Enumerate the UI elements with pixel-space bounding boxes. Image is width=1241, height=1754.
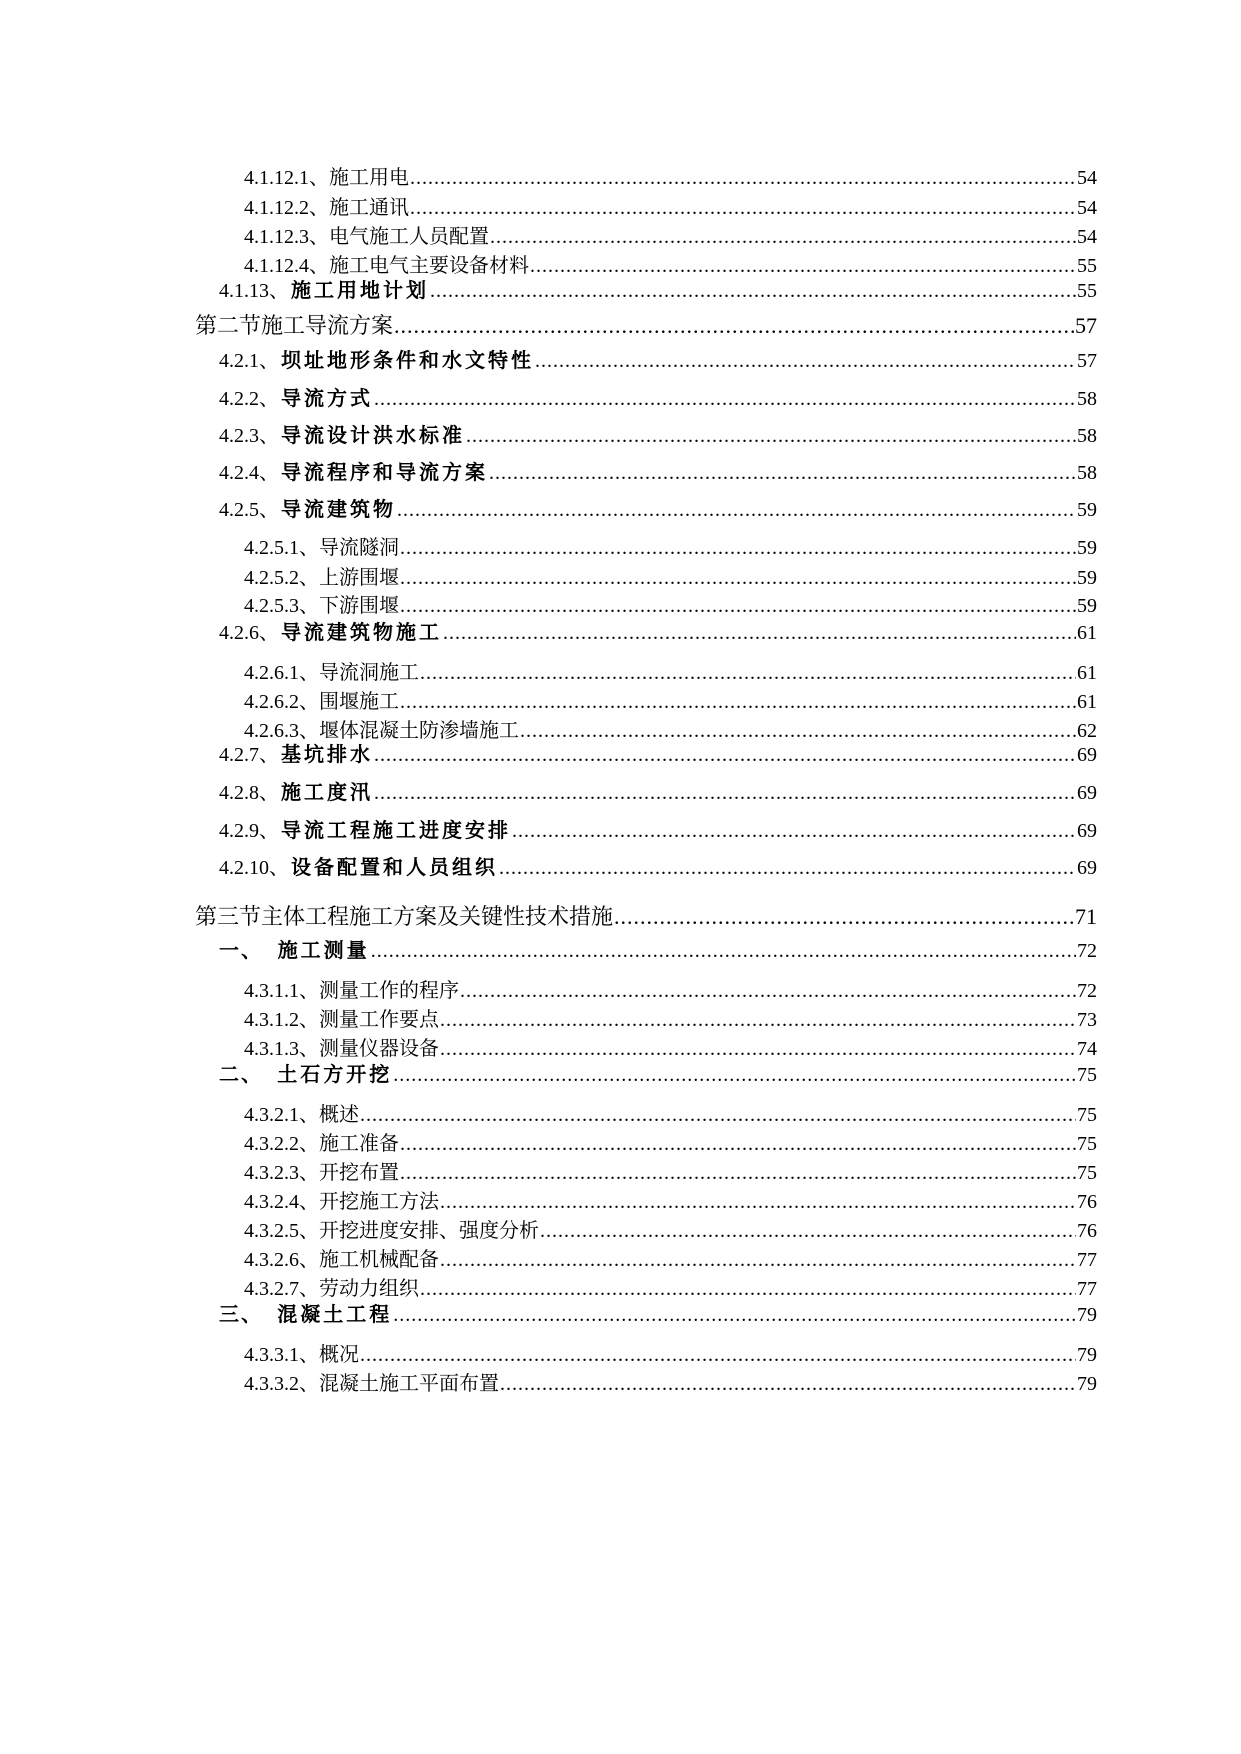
toc-entry-title: 开挖布置 — [319, 1160, 399, 1184]
toc-entry-title: 导流工程施工进度安排 — [281, 818, 511, 842]
toc-entry-number: 4.3.2.3 — [244, 1162, 299, 1184]
toc-entry — [0, 456, 1241, 485]
toc-entry-title: 导流建筑物施工 — [281, 620, 442, 644]
toc-entry-title: 设备配置和人员组织 — [291, 855, 498, 879]
toc-entry-number: 4.3.2.6 — [244, 1249, 299, 1271]
toc-entry — [0, 344, 1241, 373]
toc-entry-page-number: 58 — [1077, 388, 1097, 410]
toc-entry-title: 测量工作的程序 — [319, 978, 459, 1002]
toc-entry-title: 概况 — [319, 1342, 359, 1366]
toc-entry-separator: 、 — [259, 460, 281, 484]
toc-entry-page-number: 69 — [1077, 744, 1097, 766]
toc-entry-number: 二、 — [219, 1062, 263, 1086]
toc-entry-title: 开挖施工方法 — [319, 1189, 439, 1213]
toc-entry-page-number: 74 — [1077, 1038, 1097, 1060]
toc-entry-separator: 、 — [259, 497, 281, 521]
toc-entry-title: 导流设计洪水标准 — [281, 423, 465, 447]
toc-dot-leader — [394, 313, 1074, 339]
toc-entry-separator: 、 — [309, 253, 329, 277]
toc-entry — [0, 974, 1241, 1003]
toc-entry-page-number: 75 — [1077, 1162, 1097, 1184]
toc-entry-separator: 、 — [299, 1131, 319, 1155]
toc-entry-page-number: 54 — [1077, 226, 1097, 248]
toc-dot-leader — [460, 980, 1076, 1003]
toc-entry-page-number: 59 — [1077, 499, 1097, 521]
toc-entry-separator: 、 — [309, 165, 329, 189]
toc-entry-separator: 、 — [299, 1160, 319, 1184]
toc-entry-title: 土石方开挖 — [277, 1062, 393, 1086]
toc-entry-title: 测量仪器设备 — [319, 1036, 439, 1060]
toc-entry-separator: 、 — [259, 620, 281, 644]
toc-entry-number: 4.2.5.3 — [244, 595, 299, 617]
toc-entry — [0, 191, 1241, 220]
toc-dot-leader — [430, 280, 1076, 303]
toc-entry — [0, 1098, 1241, 1127]
toc-entry-title: 导流方式 — [281, 386, 373, 410]
toc-entry-separator: 、 — [299, 1102, 319, 1126]
toc-entry-number: 4.1.12.2 — [244, 197, 309, 219]
toc-entry-page-number: 77 — [1077, 1249, 1097, 1271]
toc-entry-page-number: 59 — [1077, 595, 1097, 617]
toc-entry-title: 混凝土工程 — [277, 1302, 393, 1326]
toc-entry-separator: 、 — [299, 1247, 319, 1271]
toc-entry-title: 施工通讯 — [329, 195, 409, 219]
toc-entry-number: 三、 — [219, 1302, 263, 1326]
toc-entry-title: 堰体混凝土防渗墙施工 — [319, 718, 519, 742]
toc-entry-number: 4.3.1.1 — [244, 980, 299, 1002]
toc-entry-page-number: 58 — [1077, 462, 1097, 484]
toc-entry-separator: 、 — [299, 978, 319, 1002]
toc-entry-page-number: 76 — [1077, 1191, 1097, 1213]
toc-entry-title: 开挖进度安排、强度分析 — [319, 1218, 539, 1242]
toc-entry-title: 施工度汛 — [281, 780, 373, 804]
toc-dot-leader — [500, 1373, 1076, 1396]
toc-dot-leader — [393, 1064, 1076, 1087]
toc-entry-page-number: 69 — [1077, 857, 1097, 879]
toc-entry-page-number: 57 — [1077, 350, 1097, 372]
toc-entry-separator: 、 — [299, 1036, 319, 1060]
toc-entry-page-number: 79 — [1077, 1304, 1097, 1326]
toc-entry — [0, 382, 1241, 411]
toc-entry-separator: 、 — [259, 780, 281, 804]
toc-entry-separator: 、 — [259, 423, 281, 447]
toc-entry — [0, 814, 1241, 843]
toc-entry-separator: 、 — [299, 660, 319, 684]
toc-entry — [0, 1127, 1241, 1156]
toc-entry-number: 4.2.6 — [219, 622, 259, 644]
toc-entry-number: 4.1.12.3 — [244, 226, 309, 248]
toc-entry — [0, 1156, 1241, 1185]
toc-entry-page-number: 59 — [1077, 537, 1097, 559]
toc-dot-leader — [466, 425, 1076, 448]
toc-entry-number: 4.3.2.4 — [244, 1191, 299, 1213]
toc-entry-page-number: 55 — [1077, 255, 1097, 277]
toc-dot-leader — [397, 499, 1076, 522]
toc-entry — [0, 531, 1241, 560]
toc-entry-separator: 、 — [309, 195, 329, 219]
toc-entry-title: 劳动力组织 — [319, 1276, 419, 1300]
toc-entry-number: 4.2.10 — [219, 857, 269, 879]
toc-dot-leader — [540, 1220, 1076, 1243]
toc-entry-page-number: 72 — [1077, 940, 1097, 962]
toc-entry-number: 4.2.4 — [219, 462, 259, 484]
toc-dot-leader — [420, 662, 1076, 685]
toc-entry-number: 4.3.2.5 — [244, 1220, 299, 1242]
toc-entry-separator: 、 — [299, 593, 319, 617]
toc-entry — [0, 589, 1241, 618]
toc-entry-title: 导流隧洞 — [319, 535, 399, 559]
toc-entry-page-number: 61 — [1077, 691, 1097, 713]
toc-entry-number: 4.2.3 — [219, 425, 259, 447]
toc-entry-page-number: 58 — [1077, 425, 1097, 447]
toc-entry-title: 基坑排水 — [281, 742, 373, 766]
toc-dot-leader — [400, 537, 1076, 560]
toc-entry-number: 4.1.12.1 — [244, 167, 309, 189]
toc-entry-page-number: 79 — [1077, 1373, 1097, 1395]
toc-entry-separator: 、 — [299, 1007, 319, 1031]
toc-entry-title: 施工导流方案 — [261, 314, 394, 339]
toc-entry — [0, 274, 1241, 303]
toc-entry-separator: 、 — [299, 1371, 319, 1395]
toc-dot-leader — [371, 940, 1076, 963]
toc-entry-page-number: 72 — [1077, 980, 1097, 1002]
toc-entry-page-number: 69 — [1077, 820, 1097, 842]
toc-entry — [0, 1058, 1241, 1087]
toc-dot-leader — [614, 904, 1074, 930]
toc-entry-title: 导流洞施工 — [319, 660, 419, 684]
toc-dot-leader — [374, 388, 1076, 411]
toc-entry-separator: 、 — [309, 224, 329, 248]
toc-entry-separator: 、 — [299, 718, 319, 742]
toc-dot-leader — [489, 462, 1076, 485]
toc-entry — [0, 738, 1241, 767]
toc-entry-page-number: 61 — [1077, 622, 1097, 644]
toc-entry-page-number: 71 — [1075, 904, 1097, 929]
toc-entry — [0, 161, 1241, 190]
toc-entry-page-number: 75 — [1077, 1064, 1097, 1086]
toc-entry — [0, 851, 1241, 880]
toc-entry-page-number: 79 — [1077, 1344, 1097, 1366]
toc-entry-number: 4.3.3.1 — [244, 1344, 299, 1366]
toc-entry — [0, 1214, 1241, 1243]
toc-entry-number: 4.2.5 — [219, 499, 259, 521]
toc-entry-page-number: 75 — [1077, 1133, 1097, 1155]
toc-entry-number: 4.2.1 — [219, 350, 259, 372]
toc-entry-number: 4.2.8 — [219, 782, 259, 804]
toc-entry-title: 施工电气主要设备材料 — [329, 253, 529, 277]
toc-entry — [0, 1338, 1241, 1367]
toc-entry-separator: 、 — [259, 348, 281, 372]
toc-entry-title: 导流程序和导流方案 — [281, 460, 488, 484]
toc-entry-separator: 、 — [299, 535, 319, 559]
toc-entry-title: 坝址地形条件和水文特性 — [281, 348, 534, 372]
toc-dot-leader — [490, 226, 1076, 249]
toc-entry-title: 测量工作要点 — [319, 1007, 439, 1031]
toc-entry — [0, 309, 1241, 340]
toc-entry-number: 4.3.1.3 — [244, 1038, 299, 1060]
toc-entry-number: 4.3.2.2 — [244, 1133, 299, 1155]
toc-entry-number: 4.2.6.3 — [244, 720, 299, 742]
toc-dot-leader — [410, 197, 1076, 220]
toc-entry — [0, 1003, 1241, 1032]
toc-dot-leader — [410, 167, 1076, 190]
toc-entry-title: 混凝土施工平面布置 — [319, 1371, 499, 1395]
toc-entry-separator: 、 — [299, 565, 319, 589]
toc-entry-page-number: 73 — [1077, 1009, 1097, 1031]
toc-entry-separator: 、 — [299, 1342, 319, 1366]
toc-dot-leader — [400, 1133, 1076, 1156]
toc-entry — [0, 1185, 1241, 1214]
toc-dot-leader — [360, 1104, 1076, 1127]
toc-dot-leader — [374, 744, 1076, 767]
toc-entry — [0, 493, 1241, 522]
toc-dot-leader — [374, 782, 1076, 805]
toc-entry-page-number: 54 — [1077, 167, 1097, 189]
toc-dot-leader — [535, 350, 1076, 373]
toc-entry-page-number: 55 — [1077, 280, 1097, 302]
toc-entry-title: 主体工程施工方案及关键性技术措施 — [261, 905, 614, 930]
toc-entry — [0, 934, 1241, 963]
toc-entry-page-number: 54 — [1077, 197, 1097, 219]
toc-entry-title: 电气施工人员配置 — [329, 224, 489, 248]
toc-entry-number: 4.2.7 — [219, 744, 259, 766]
toc-entry-number: 4.3.3.2 — [244, 1373, 299, 1395]
toc-entry-separator: 、 — [299, 689, 319, 713]
toc-entry-page-number: 57 — [1075, 313, 1097, 338]
toc-entry-title: 上游围堰 — [319, 565, 399, 589]
toc-entry-page-number: 62 — [1077, 720, 1097, 742]
toc-dot-leader — [443, 622, 1076, 645]
toc-entry-number: 第三节 — [195, 904, 262, 929]
toc-entry-number: 4.2.6.2 — [244, 691, 299, 713]
toc-entry-separator: 、 — [299, 1276, 319, 1300]
toc-entry-title: 下游围堰 — [319, 593, 399, 617]
toc-entry-page-number: 75 — [1077, 1104, 1097, 1126]
toc-entry-number: 4.2.5.1 — [244, 537, 299, 559]
toc-entry-separator: 、 — [299, 1218, 319, 1242]
toc-entry — [0, 685, 1241, 714]
toc-entry-number: 4.2.9 — [219, 820, 259, 842]
toc-entry-title: 导流建筑物 — [281, 497, 396, 521]
toc-entry — [0, 1243, 1241, 1272]
toc-entry-number: 4.3.1.2 — [244, 1009, 299, 1031]
toc-entry-number: 第二节 — [195, 313, 262, 338]
toc-entry — [0, 900, 1241, 931]
toc-entry — [0, 1367, 1241, 1396]
toc-entry-separator: 、 — [259, 818, 281, 842]
toc-entry-separator: 、 — [259, 386, 281, 410]
toc-entry-number: 4.2.2 — [219, 388, 259, 410]
toc-entry-separator: 、 — [269, 855, 291, 879]
toc-entry-title: 围堰施工 — [319, 689, 399, 713]
toc-dot-leader — [499, 857, 1076, 880]
toc-entry — [0, 656, 1241, 685]
toc-dot-leader — [400, 595, 1076, 618]
toc-entry-number: 4.1.13 — [219, 280, 269, 302]
toc-entry-number: 一、 — [219, 938, 263, 962]
toc-dot-leader — [400, 691, 1076, 714]
toc-entry — [0, 419, 1241, 448]
toc-entry-title: 施工用电 — [329, 165, 409, 189]
toc-dot-leader — [393, 1304, 1076, 1327]
toc-entry-number: 4.1.12.4 — [244, 255, 309, 277]
toc-entry-number: 4.2.5.2 — [244, 567, 299, 589]
toc-entry-number: 4.3.2.7 — [244, 1278, 299, 1300]
toc-entry — [0, 1032, 1241, 1061]
toc-entry-page-number: 61 — [1077, 662, 1097, 684]
toc-dot-leader — [440, 1009, 1076, 1032]
toc-entry-separator: 、 — [269, 278, 291, 302]
toc-entry-page-number: 77 — [1077, 1278, 1097, 1300]
toc-dot-leader — [360, 1344, 1076, 1367]
toc-entry-title: 施工准备 — [319, 1131, 399, 1155]
toc-entry — [0, 776, 1241, 805]
toc-dot-leader — [512, 820, 1076, 843]
toc-entry-page-number: 59 — [1077, 567, 1097, 589]
toc-dot-leader — [400, 567, 1076, 590]
toc-entry — [0, 1298, 1241, 1327]
toc-entry — [0, 616, 1241, 645]
toc-entry-title: 概述 — [319, 1102, 359, 1126]
toc-entry — [0, 220, 1241, 249]
toc-entry-page-number: 76 — [1077, 1220, 1097, 1242]
toc-entry — [0, 561, 1241, 590]
toc-dot-leader — [440, 1249, 1076, 1272]
toc-entry-separator: 、 — [299, 1189, 319, 1213]
toc-dot-leader — [440, 1191, 1076, 1214]
toc-entry-title: 施工用地计划 — [291, 278, 429, 302]
toc-entry-number: 4.2.6.1 — [244, 662, 299, 684]
toc-dot-leader — [400, 1162, 1076, 1185]
toc-entry-page-number: 69 — [1077, 782, 1097, 804]
toc-entry-title: 施工测量 — [277, 938, 370, 962]
toc-entry — [0, 1272, 1241, 1301]
toc-entry-number: 4.3.2.1 — [244, 1104, 299, 1126]
toc-entry-title: 施工机械配备 — [319, 1247, 439, 1271]
toc-entry-separator: 、 — [259, 742, 281, 766]
